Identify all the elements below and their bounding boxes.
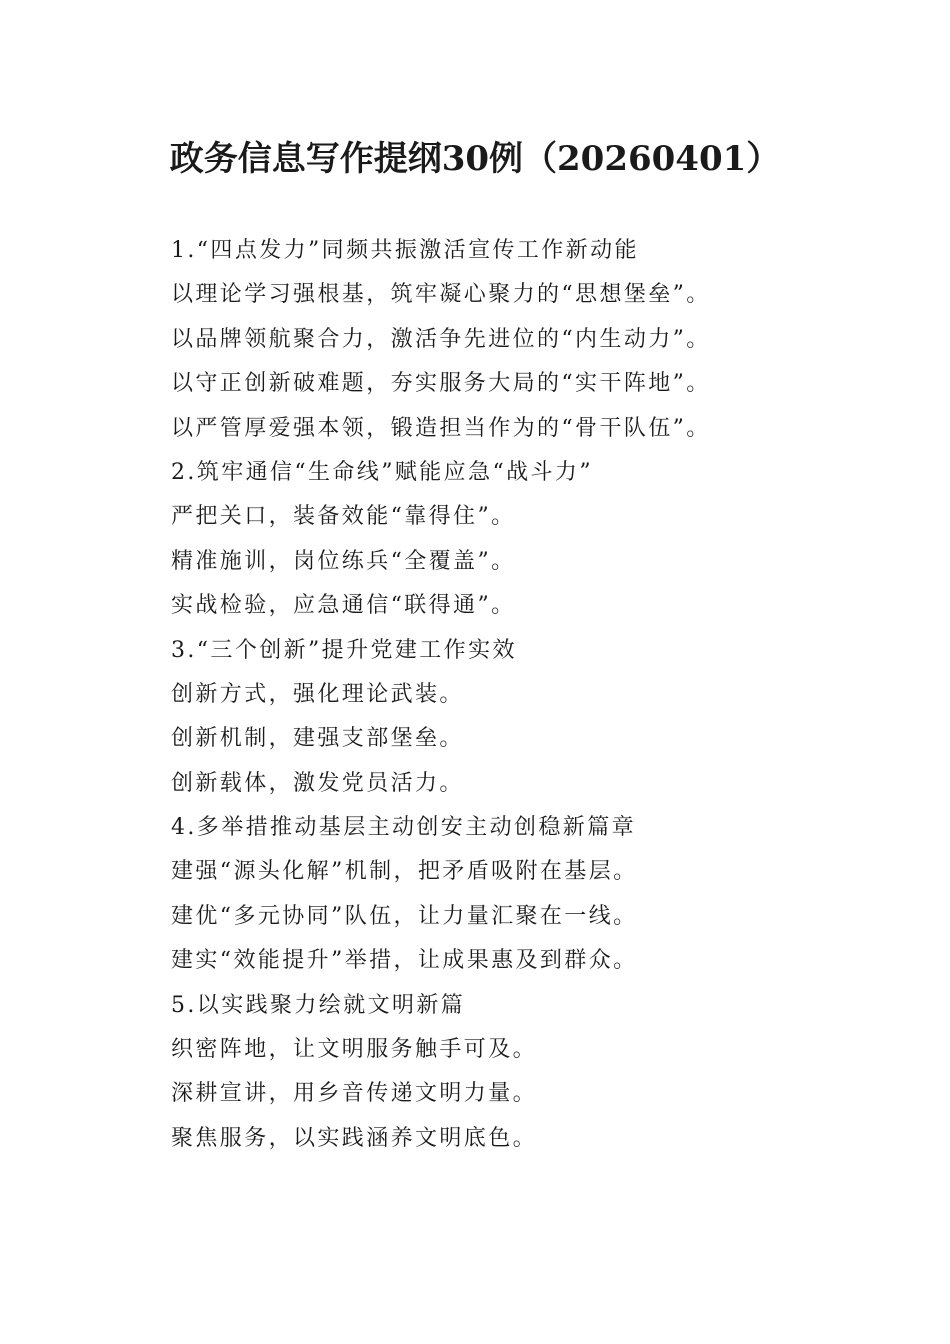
body-line: 建优“多元协同”队伍，让力量汇聚在一线。 xyxy=(171,903,638,929)
section-heading: 1.“四点发力”同频共振激活宣传工作新动能 xyxy=(171,238,639,263)
body-line: 织密阵地，让文明服务触手可及。 xyxy=(171,1037,538,1063)
body-line: 深耕宣讲，用乡音传递文明力量。 xyxy=(171,1081,538,1107)
document-body xyxy=(171,229,791,1161)
body-line: 实战检验，应急通信“联得通”。 xyxy=(171,593,516,619)
body-line: 以品牌领航聚合力，激活争先进位的“内生动力”。 xyxy=(171,326,711,352)
section-heading: 3.“三个创新”提升党建工作实效 xyxy=(171,637,517,663)
body-line: 创新载体，激发党员活力。 xyxy=(171,770,464,796)
body-line: 建实“效能提升”举措，让成果惠及到群众。 xyxy=(171,948,638,974)
section-heading: 4.多举措推动基层主动创安主动创稳新篇章 xyxy=(171,815,636,841)
section-heading: 2.筑牢通信“生命线”赋能应急“战斗力” xyxy=(171,459,593,485)
body-line: 精准施训，岗位练兵“全覆盖”。 xyxy=(171,548,516,574)
section-heading: 5.以实践聚力绘就文明新篇 xyxy=(171,992,466,1018)
body-line: 建强“源头化解”机制，把矛盾吸附在基层。 xyxy=(171,859,638,885)
document-title: 政务信息写作提纲30例（20260401） xyxy=(169,139,781,179)
body-line: 创新方式，强化理论武装。 xyxy=(171,681,464,707)
body-line: 严把关口，装备效能“靠得住”。 xyxy=(171,504,516,530)
body-line: 聚焦服务，以实践涵养文明底色。 xyxy=(171,1125,538,1151)
body-line: 以严管厚爱强本领，锻造担当作为的“骨干队伍”。 xyxy=(171,415,711,441)
body-line: 以理论学习强根基，筑牢凝心聚力的“思想堡垒”。 xyxy=(171,282,711,308)
body-line: 以守正创新破难题，夯实服务大局的“实干阵地”。 xyxy=(171,371,711,397)
body-line: 创新机制，建强支部堡垒。 xyxy=(171,726,464,752)
